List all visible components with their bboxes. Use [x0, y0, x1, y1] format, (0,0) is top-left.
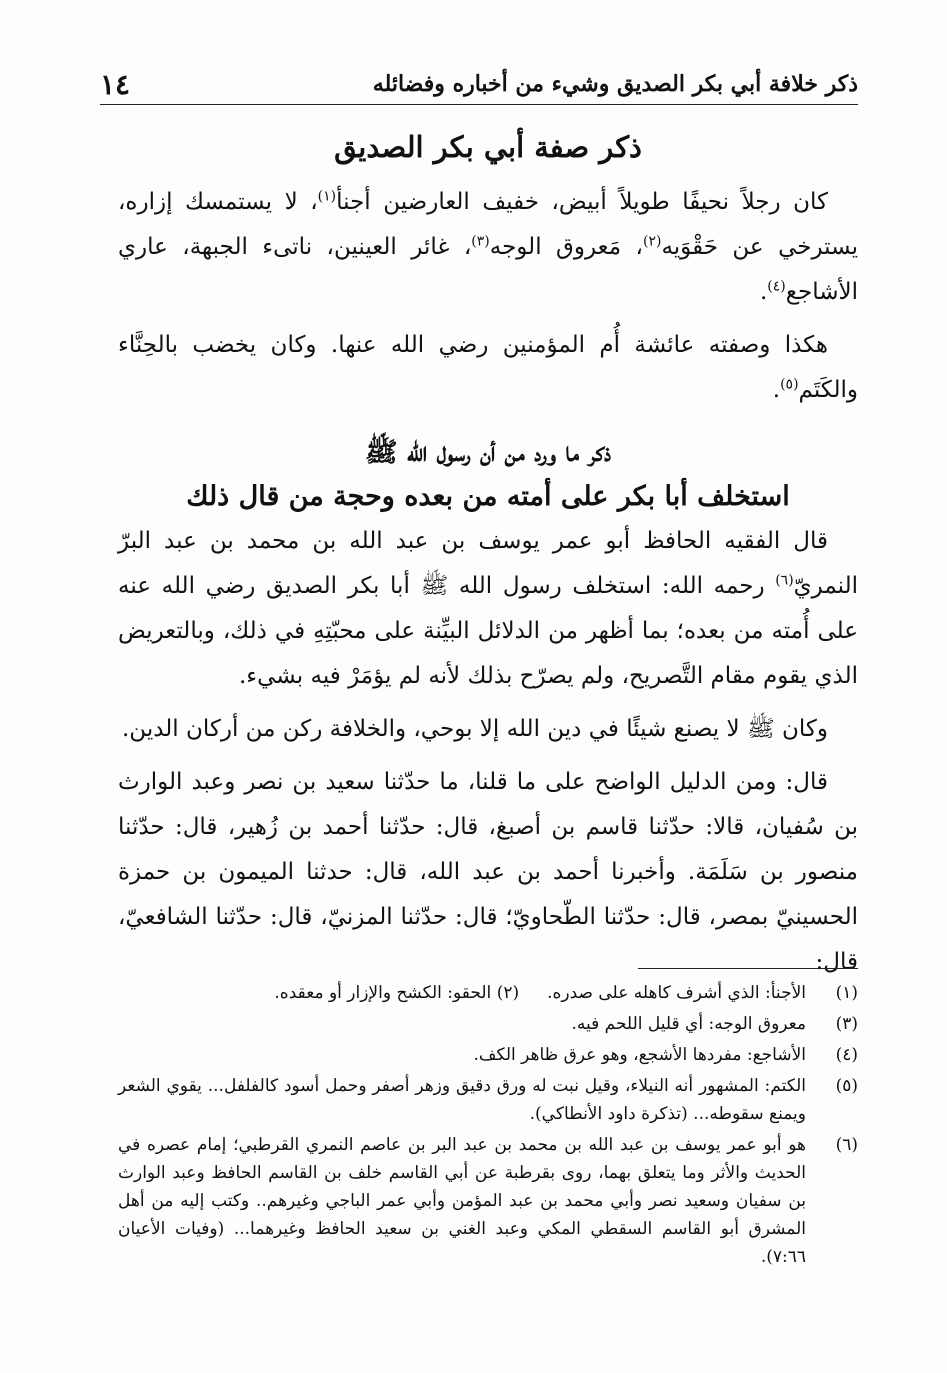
paragraph — [118, 180, 858, 315]
footnote-marker[interactable]: (٤) — [767, 278, 786, 295]
main-text — [118, 130, 858, 993]
paragraph-text: ، لا يستمسك إزاره، يسترخي عن حَقْوَيه — [118, 189, 859, 260]
paragraph-text: . — [772, 377, 781, 403]
footnote — [118, 1010, 858, 1038]
footnote — [118, 1041, 858, 1069]
footnote-number: (٤) — [835, 1045, 858, 1065]
paragraph-text: قال الفقيه الحافظ أبو عمر يوسف بن عبد الله بن محمد بن عبد البرّ النمريّ — [118, 528, 858, 599]
footnote-text: الأشاجع: مفردها الأشجع، وهو عرق ظاهر الكف. — [473, 1045, 806, 1065]
footnote-marker[interactable]: (٢) — [642, 233, 662, 250]
paragraph-text: كان رجلاً نحيفًا طويلاً أبيض، خفيف العارضين أجنأ — [336, 189, 828, 215]
footnote-marker[interactable]: (١) — [317, 188, 337, 205]
footnote-number: (٥) — [835, 1076, 858, 1096]
footnote-text: الحقو: الكشح والإزار أو معقده. — [274, 983, 492, 1003]
footnote — [118, 979, 858, 1007]
section-title: ذكر صفة أبي بكر الصديق — [334, 130, 642, 164]
footnote-text: الكتم: المشهور أنه النيلاء، وقيل نبت له ورق دقيق وزهر أصفر وحمل أسود كالفلفل... يقوي الشعر ويمنع سقوطه... (تذكرة داود الأنطاكي). — [118, 1076, 806, 1124]
footnotes — [118, 968, 858, 1274]
paragraph-text: ، مَعروق الوجه — [489, 234, 643, 260]
paragraph-text: رحمه الله: استخلف رسول الله ﷺ أبا بكر الصديق رضي الله عنه على أُمته من بعده؛ بما أظهر من الدلائل البيِّنة على محبّتِهِ في ذلك، وبالتعريض الذي يقوم مقام التَّصريح، ولم يصرّح بذلك لأنه لم يؤمَرْ فيه بشيء. — [118, 573, 858, 689]
footnote-marker[interactable]: (٣) — [471, 233, 490, 250]
paragraph-text: . — [759, 279, 768, 305]
footnote-number: (٦) — [835, 1135, 858, 1155]
footnote-divider — [638, 968, 858, 969]
running-header — [100, 64, 858, 105]
section-title-line: استخلف أبا بكر على أمته من بعده وحجة من قال ذلك — [186, 481, 790, 512]
paragraph — [118, 519, 858, 699]
section-title — [118, 431, 858, 519]
footnote-number: (٢) — [496, 983, 520, 1003]
footnote-number: (٣) — [835, 1014, 858, 1034]
footnote — [118, 1072, 858, 1128]
paragraph: قال: ومن الدليل الواضح على ما قلنا، ما حدّثنا سعيد بن نصر وعبد الوارث بن سُفيان، قالا: حدّثنا قاسم بن أصبغ، قال: حدّثنا أحمد بن زُهير، قال: حدّثنا منصور بن سَلَمَة. وأخبرنا أحمد بن عبد الله، قال: حدثنا الميمون بن حمزة الحسينيّ بمصر، قال: حدّثنا الطّحاويّ؛ قال: حدّثنا المزنيّ، قال: حدّثنا الشافعيّ، قال: — [118, 769, 858, 975]
running-title: ذكر خلافة أبي بكر الصديق وشيء من أخباره وفضائله — [372, 71, 858, 97]
footnote-text: الأجنأ: الذي أشرف كاهله على صدره. — [547, 983, 806, 1003]
footnote-text: معروق الوجه: أي قليل اللحم فيه. — [571, 1014, 806, 1034]
paragraph: وكان ﷺ لا يصنع شيئًا في دين الله إلا بوحي، والخلافة ركن من أركان الدين. — [122, 716, 828, 742]
footnote — [118, 1131, 858, 1271]
section-title-line: ذكر ما ورد من أن رسول الله ﷺ — [364, 437, 612, 468]
footnote-marker[interactable]: (٥) — [780, 376, 799, 393]
paragraph-text: هكذا وصفته عائشة أُم المؤمنين رضي الله عنها. وكان يخضب بالحِنَّاء والكَتَم — [118, 332, 858, 403]
footnote-text: هو أبو عمر يوسف بن عبد الله بن محمد بن عبد البر بن عاصم النمري القرطبي؛ إمام عصره في الحديث والأثر وما يتعلق بهما، روى بقرطبة عن أبي القاسم خلف بن القاسم الحافظ وعبد الوارث بن سفيان وسعيد نصر وأبي محمد بن عبد المؤمن وأبي عمر الباجي وغيرهم.. وكتب إليه من أهل المشرق أبو القاسم السقطي المكي وعبد الغني بن سعيد الحافظ وغيرهما... (وفيات الأعيان ٧:٦٦). — [118, 1135, 806, 1267]
page-number: ١٤ — [100, 67, 131, 101]
paragraph — [118, 323, 858, 413]
paragraph-text: ، غائر العينين، ناتىء الجبهة، عاري الأشاجع — [118, 234, 858, 305]
footnote-number: (١) — [835, 983, 858, 1003]
footnote-marker[interactable]: (٦) — [775, 572, 794, 589]
